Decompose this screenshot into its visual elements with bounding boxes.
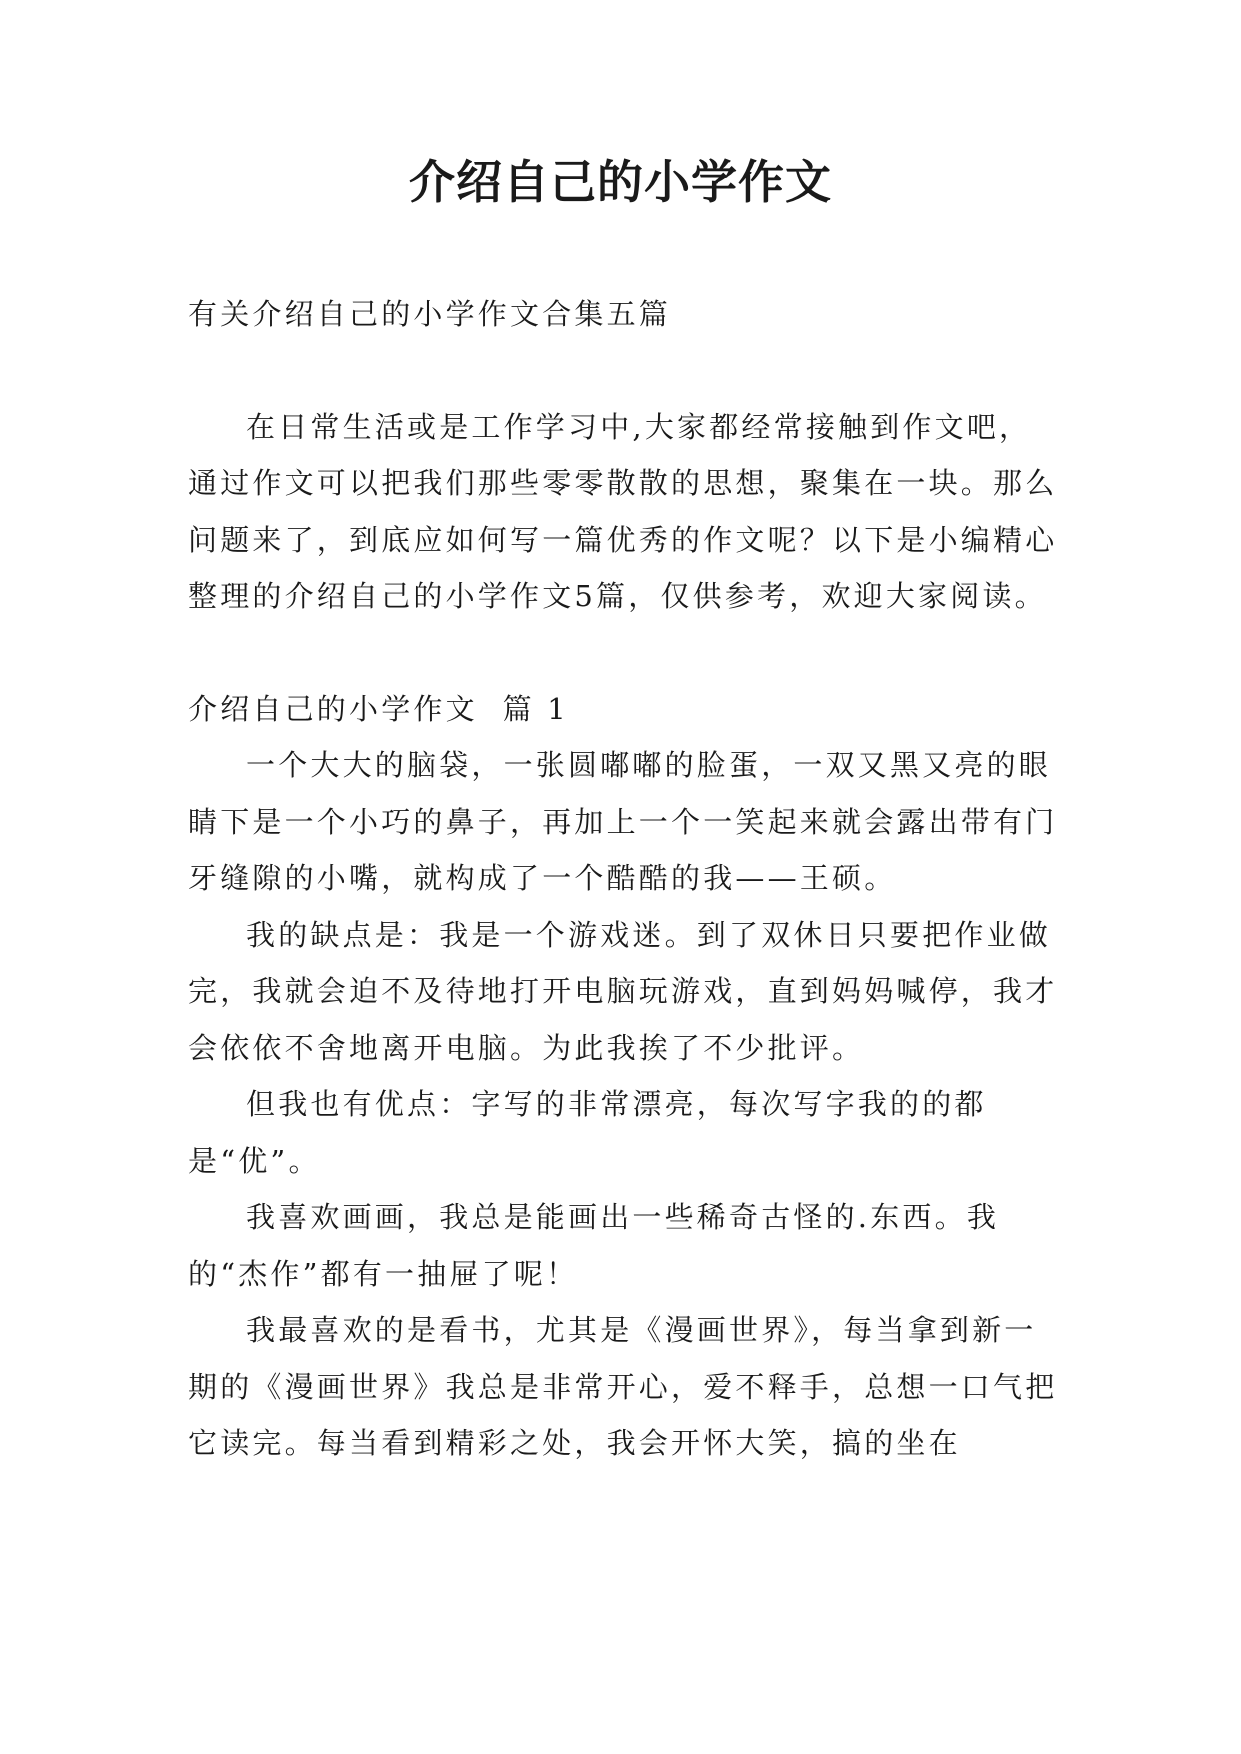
- body-paragraph: 一个大大的脑袋，一张圆嘟嘟的脸蛋，一双又黑又亮的眼睛下是一个小巧的鼻子，再加上一个一笑起来就会露出带有门牙缝隙的小嘴，就构成了一个酷酷的我——王硕。: [188, 748, 1058, 895]
- section-heading: 介绍自己的小学作文 篇 1: [188, 691, 569, 726]
- document-title: 介绍自己的小学作文: [409, 155, 832, 209]
- body-paragraph: 我最喜欢的是看书，尤其是《漫画世界》，每当拿到新一期的《漫画世界》我总是非常开心，爱不释手，总想一口气把它读完。每当看到精彩之处，我会开怀大笑，搞的坐在: [188, 1313, 1058, 1460]
- body-paragraph: 我喜欢画画，我总是能画出一些稀奇古怪的.东西。我的“杰作”都有一抽屉了呢！: [188, 1200, 1000, 1291]
- document-body: [188, 286, 1058, 1472]
- body-paragraph: 但我也有优点：字写的非常漂亮，每次写字我的的都是“优”。: [188, 1087, 987, 1178]
- body-paragraph: 我的缺点是：我是一个游戏迷。到了双休日只要把作业做完，我就会迫不及待地打开电脑玩游戏，直到妈妈喊停，我才会依依不舍地离开电脑。为此我挨了不少批评。: [188, 917, 1058, 1065]
- intro-paragraph: 在日常生活或是工作学习中,大家都经常接触到作文吧，通过作文可以把我们那些零零散散的思想，聚集在一块。那么问题来了，到底应如何写一篇优秀的作文呢？以下是小编精心整理的介绍自己的小学作文5篇，仅供参考，欢迎大家阅读。: [188, 409, 1058, 613]
- document-subtitle: 有关介绍自己的小学作文合集五篇: [188, 297, 672, 331]
